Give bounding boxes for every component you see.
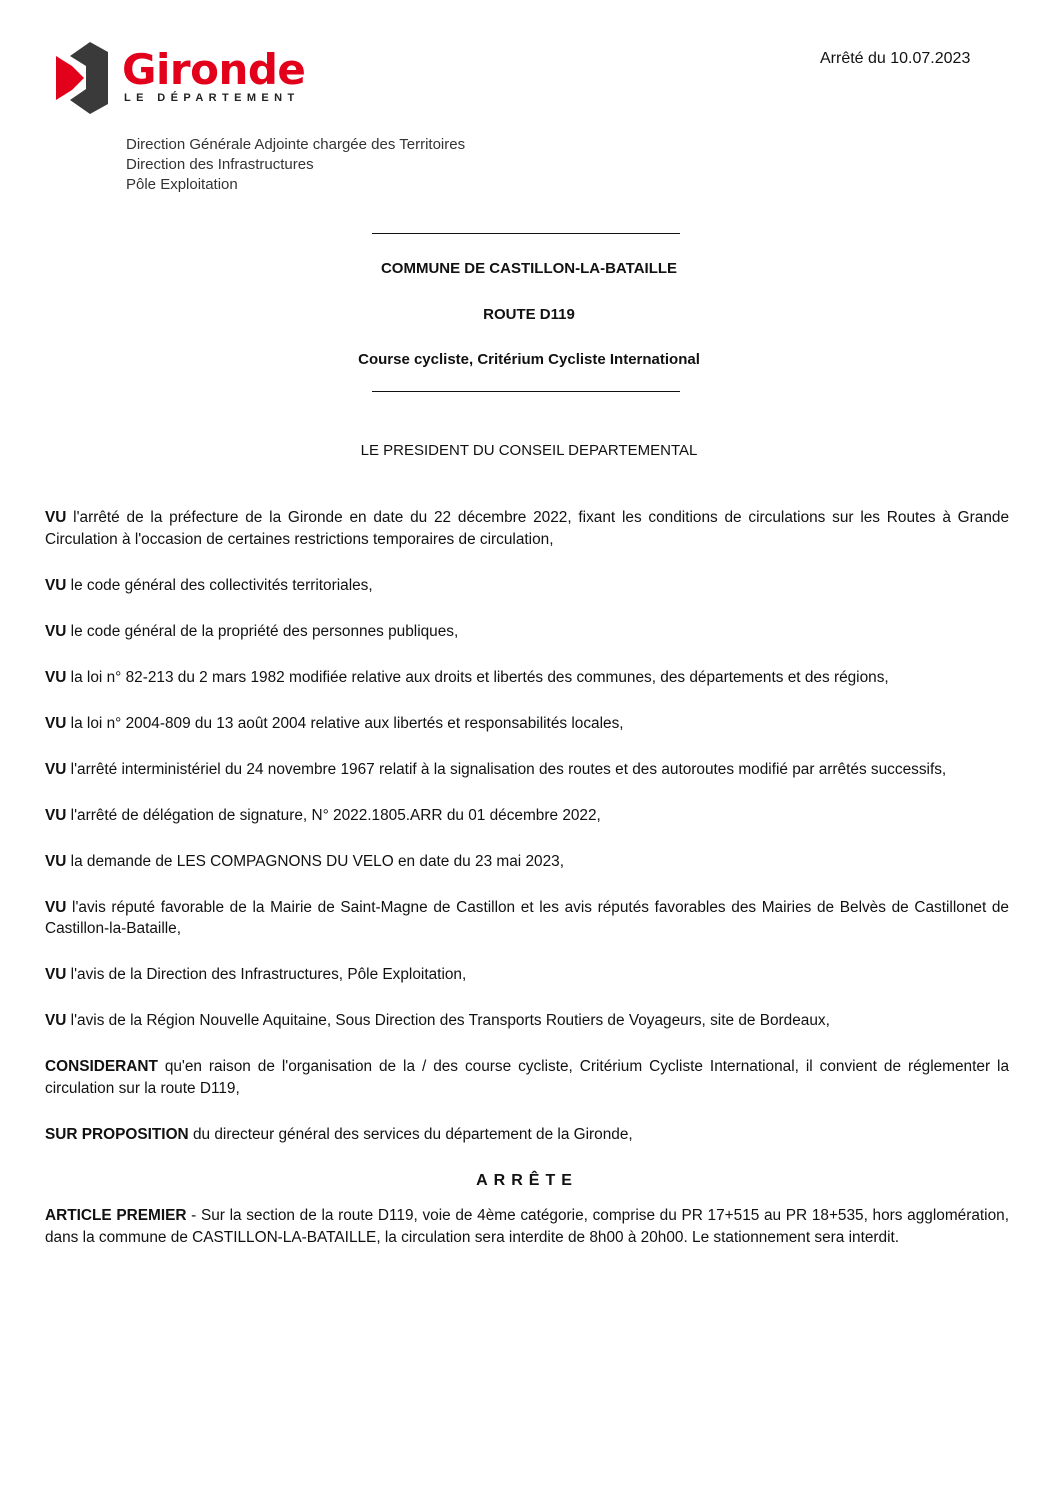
paragraph-text: le code général de la propriété des personnes publiques, (66, 622, 459, 640)
route-title: ROUTE D119 (483, 306, 575, 323)
service-line: Direction Générale Adjointe chargée des Territoires (126, 136, 466, 153)
paragraph-text: la demande de LES COMPAGNONS DU VELO en date du 23 mai 2023, (66, 852, 564, 870)
paragraph-text: la loi n° 2004-809 du 13 août 2004 relative aux libertés et responsabilités locales, (66, 714, 624, 732)
consideration-paragraph (45, 805, 1009, 827)
paragraph-text: l'avis de la Direction des Infrastructures, Pôle Exploitation, (66, 966, 467, 983)
gironde-chevron-logo-icon (50, 42, 120, 116)
logo-wordmark: Gironde (122, 45, 306, 94)
consideration-paragraph (45, 621, 1009, 643)
paragraph-text: la loi n° 82-213 du 2 mars 1982 modifiée relative aux droits et libertés des communes, des départements et des régions, (66, 668, 889, 686)
paragraph-lead: VU (45, 576, 67, 594)
arrete-title: ARRÊTE (476, 1171, 578, 1189)
paragraph-text: l'avis réputé favorable de la Mairie de Saint-Magne de Castillon et les avis réputés favorables des Mairies de Belvès de Castillonet de Castillon-la-Bataille, (45, 898, 1009, 937)
paragraph-lead: VU (45, 509, 67, 526)
divider-bottom (372, 391, 680, 392)
paragraph-text: qu'en raison de l'organisation de la / des course cycliste, Critérium Cycliste International, il convient de réglementer la circulation sur la route D119, (45, 1058, 1009, 1097)
paragraph-lead: VU (45, 852, 67, 870)
paragraph-text: du directeur général des services du département de la Gironde, (188, 1125, 633, 1143)
paragraph-lead: VU (45, 966, 67, 983)
paragraph-lead: VU (45, 714, 67, 732)
consideration-paragraph (45, 897, 1009, 940)
paragraph-lead: VU (45, 668, 67, 686)
commune-title: COMMUNE DE CASTILLON-LA-BATAILLE (380, 260, 678, 277)
consideration-paragraph (45, 759, 1009, 781)
article-lead: ARTICLE PREMIER (45, 1207, 187, 1224)
paragraph-lead: VU (45, 760, 67, 778)
event-title: Course cycliste, Critérium Cycliste International (358, 351, 700, 368)
article-text: - Sur la section de la route D119, voie de 4ème catégorie, comprise du PR 17+515 au PR 18+535, hors agglomération, dans la commune de CASTILLON-LA-BATAILLE, la circulation sera interdite de 8h00 à 20h00. Le stationnement sera interdit. (45, 1207, 1009, 1246)
consideration-paragraph (45, 713, 1009, 735)
paragraph-text: le code général des collectivités territoriales, (66, 576, 373, 594)
consideration-paragraph (45, 667, 1009, 689)
services-block (126, 135, 465, 195)
paragraph-lead: SUR PROPOSITION (45, 1125, 189, 1143)
paragraph-lead: VU (45, 898, 67, 916)
paragraph-lead: VU (45, 622, 67, 640)
paragraph-text: l'arrêté de délégation de signature, N° 2022.1805.ARR du 01 décembre 2022, (66, 806, 601, 824)
paragraph-lead: VU (45, 1012, 67, 1029)
decree-date: Arrêté du 10.07.2023 (820, 50, 971, 67)
decree-body (45, 507, 1009, 1273)
service-line: Direction des Infrastructures (126, 156, 314, 173)
divider-top (372, 233, 680, 234)
consideration-paragraph (45, 964, 1009, 986)
article-premier (45, 1205, 1009, 1248)
consideration-paragraph (45, 851, 1009, 873)
gironde-logo (50, 42, 310, 116)
consideration-paragraph (45, 1056, 1009, 1099)
consideration-paragraph (45, 575, 1009, 597)
paragraph-text: l'arrêté interministériel du 24 novembre 1967 relatif à la signalisation des routes et des autoroutes modifié par arrêtés successifs, (66, 760, 947, 778)
consideration-paragraph (45, 1010, 1009, 1032)
paragraph-text: l'avis de la Région Nouvelle Aquitaine, Sous Direction des Transports Routiers de Voyageurs, site de Bordeaux, (66, 1012, 830, 1029)
paragraph-text: l'arrêté de la préfecture de la Gironde en date du 22 décembre 2022, fixant les conditions de circulations sur les Routes à Grande Circulation à l'occasion de certaines restrictions temporaires de circulation, (45, 509, 1009, 548)
paragraph-lead: CONSIDERANT (45, 1058, 158, 1075)
consideration-paragraph (45, 507, 1009, 550)
consideration-paragraph (45, 1124, 1009, 1146)
service-line: Pôle Exploitation (126, 176, 238, 193)
logo-subtitle: LE DÉPARTEMENT (124, 92, 300, 104)
paragraph-lead: VU (45, 806, 67, 824)
authority-title: LE PRESIDENT DU CONSEIL DEPARTEMENTAL (360, 442, 698, 459)
